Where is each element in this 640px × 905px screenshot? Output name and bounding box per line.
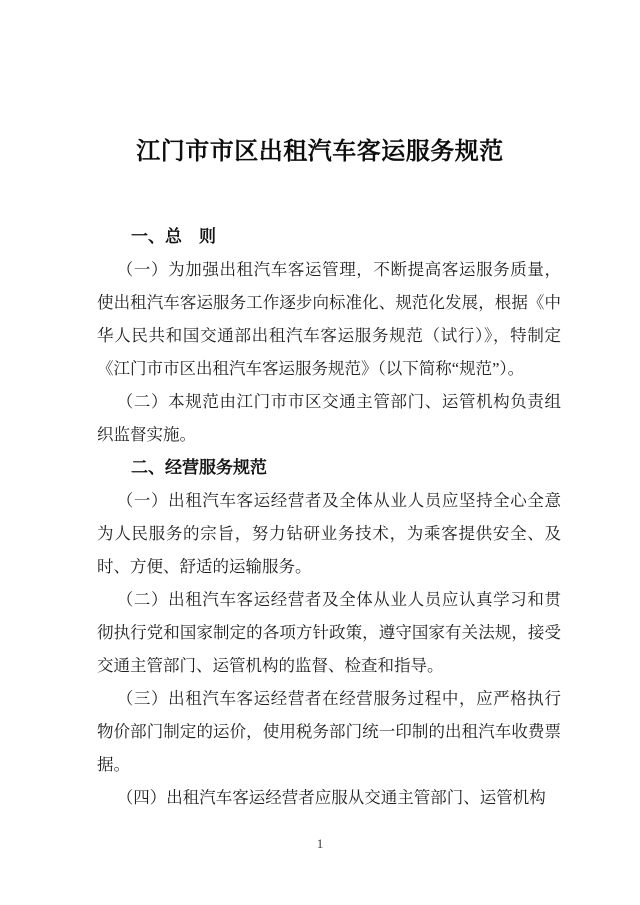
paragraph: （二）出租汽车客运经营者及全体从业人员应认真学习和贯彻执行党和国家制定的各项方针政策，遵守国家有关法规，接受交通主管部门、运管机构的监督、检查和指导。 bbox=[97, 590, 561, 675]
section-heading: 二、经营服务规范 bbox=[131, 458, 267, 477]
page-number: 1 bbox=[316, 836, 324, 851]
paragraph: （三）出租汽车客运经营者在经营服务过程中，应严格执行物价部门制定的运价，使用税务部门统一印制的出租汽车收费票据。 bbox=[97, 689, 561, 774]
paragraph: （四）出租汽车客运经营者应服从交通主管部门、运管机构 bbox=[116, 788, 546, 807]
paragraph: （一）出租汽车客运经营者及全体从业人员应坚持全心全意为人民服务的宗旨，努力钻研业务技术，为乘客提供安全、及时、方便、舒适的运输服务。 bbox=[97, 491, 561, 576]
document-body bbox=[97, 220, 561, 814]
section-heading: 一、总 则 bbox=[131, 227, 216, 246]
paragraph: （一）为加强出租汽车客运管理，不断提高客运服务质量，使出租汽车客运服务工作逐步向标准化、规范化发展，根据《中华人民共和国交通部出租汽车客运服务规范（试行）》，特制定《江门市市区出租汽车客运服务规范》（以下简称“规范”）。 bbox=[97, 260, 561, 378]
document-title: 江门市市区出租汽车客运服务规范 bbox=[136, 139, 504, 165]
paragraph: （二）本规范由江门市市区交通主管部门、运管机构负责组织监督实施。 bbox=[97, 392, 561, 444]
